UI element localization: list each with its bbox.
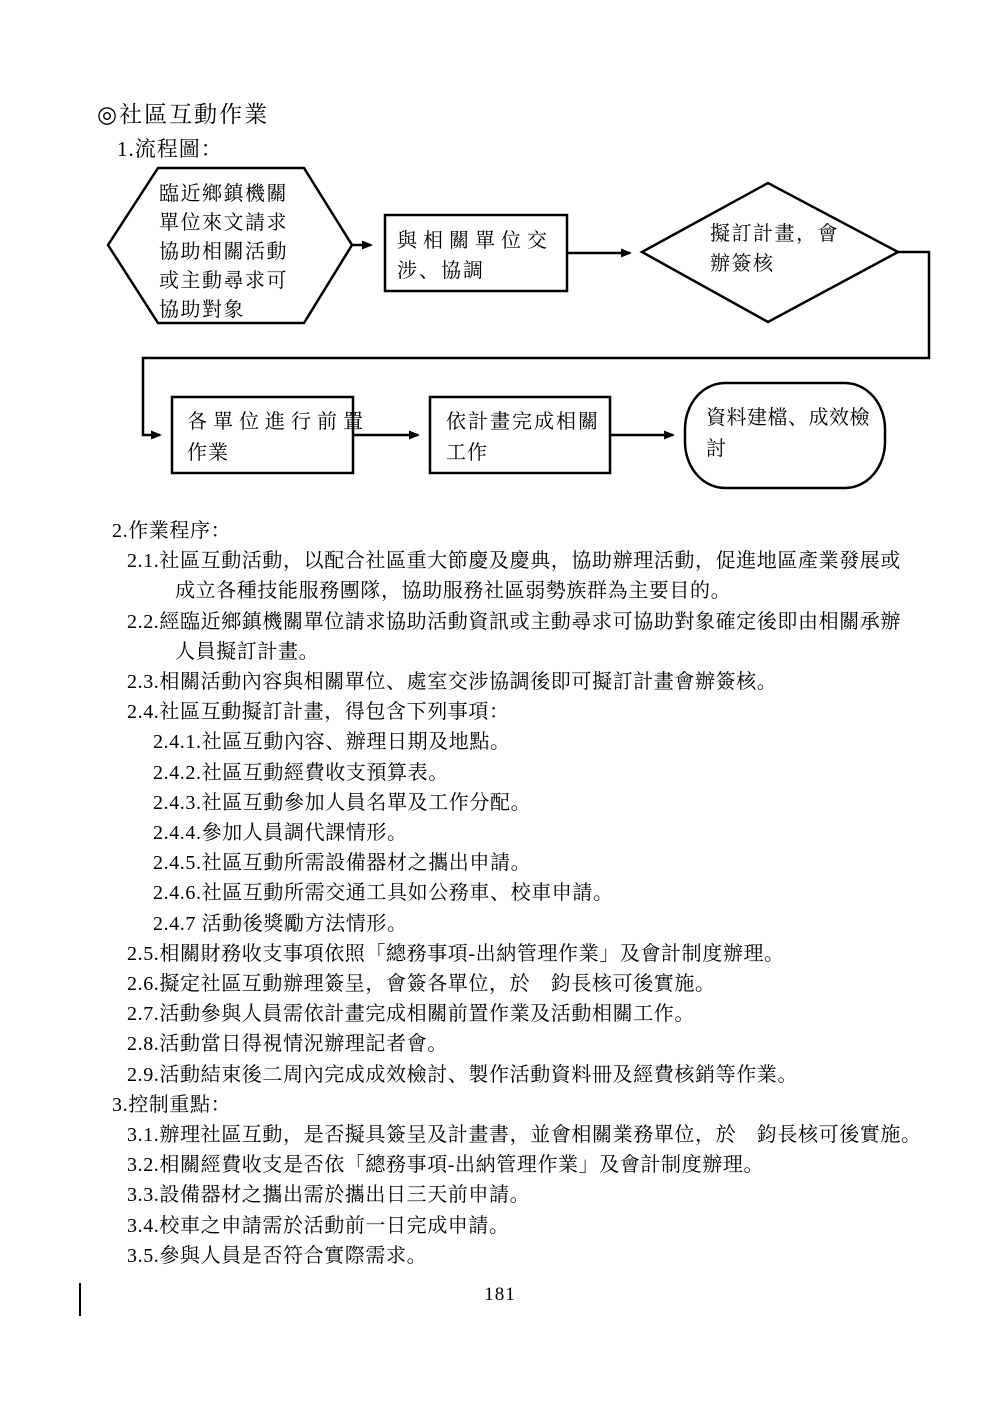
node-label-line: 辦簽核	[710, 253, 775, 275]
node-label-line: 協助對象	[159, 299, 245, 321]
complete-work-node-label	[446, 407, 600, 469]
body-line: 人員擬訂計畫。	[175, 640, 320, 663]
controls-heading: 3.控制重點：	[112, 1093, 232, 1116]
body-line: 2.7.活動參與人員需依計畫完成相關前置作業及活動相關工作。	[127, 1003, 695, 1026]
node-label-line: 協助相關活動	[159, 241, 288, 263]
node-label-line: 單位來文請求	[159, 212, 288, 234]
body-line: 2.4.5.社區互動所需設備器材之攜出申請。	[153, 852, 532, 875]
body-line: 2.2.經臨近鄉鎮機關單位請求協助活動資訊或主動尋求可協助對象確定後即由相關承辦	[127, 610, 901, 633]
body-line: 2.4.1.社區互動內容、辦理日期及地點。	[153, 731, 511, 754]
body-line: 2.4.2.社區互動經費收支預算表。	[153, 761, 449, 784]
body-line: 3.5.參與人員是否符合實際需求。	[127, 1244, 428, 1267]
body-line: 2.9.活動結束後二周內完成成效檢討、製作活動資料冊及經費核銷等作業。	[127, 1063, 798, 1086]
end-node-label	[706, 403, 870, 465]
preparation-node-label	[187, 407, 369, 469]
start-node-label	[159, 180, 288, 325]
body-line: 3.3.設備器材之攜出需於攜出日三天前申請。	[127, 1184, 531, 1207]
node-label-line: 資料建檔、成效檢	[706, 407, 870, 429]
node-label-line: 工作	[446, 442, 488, 464]
body-line: 2.8.活動當日得視情況辦理記者會。	[127, 1033, 448, 1056]
page-title: ◎社區互動作業	[97, 102, 270, 127]
node-label-line: 各單位進行前置	[187, 411, 369, 433]
node-label-line: 討	[706, 438, 727, 460]
body-line: 3.4.校車之申請需於活動前一日完成申請。	[127, 1214, 510, 1237]
flowchart-section-heading: 1.流程圖：	[117, 137, 223, 161]
body-line: 2.4.6.社區互動所需交通工具如公務車、校車申請。	[153, 882, 614, 905]
body-line: 2.4.社區互動擬訂計畫，得包含下列事項：	[127, 701, 510, 724]
page-number: 181	[484, 1284, 516, 1305]
body-line: 2.3.相關活動內容與相關單位、處室交涉協調後即可擬訂計畫會辦簽核。	[127, 671, 778, 694]
body-line: 成立各種技能服務團隊，協助服務社區弱勢族群為主要目的。	[175, 580, 732, 603]
node-label-line: 作業	[187, 442, 229, 464]
negotiate-node-label	[397, 226, 553, 286]
node-label-line: 擬訂計畫，會	[710, 223, 839, 245]
procedures-heading: 2.作業程序：	[112, 520, 232, 542]
flowchart	[0, 0, 1000, 520]
body-line: 2.4.4.參加人員調代課情形。	[153, 822, 408, 845]
body-line: 2.6.擬定社區互動辦理簽呈，會簽各單位，於 鈞長核可後實施。	[127, 973, 716, 996]
body-line: 2.1.社區互動活動，以配合社區重大節慶及慶典，協助辦理活動，促進地區產業發展或	[127, 550, 901, 573]
body-line: 3.2.相關經費收支是否依「總務事項-出納管理作業」及會計制度辦理。	[127, 1154, 765, 1177]
body-line: 2.4.7 活動後獎勵方法情形。	[153, 912, 408, 935]
node-label-line: 依計畫完成相關	[446, 411, 600, 433]
decision-node-label	[710, 219, 839, 279]
node-label-line: 與相關單位交	[397, 230, 553, 252]
node-label-line: 臨近鄉鎮機關	[159, 183, 288, 205]
body-line: 2.5.相關財務收支事項依照「總務事項-出納管理作業」及會計制度辦理。	[127, 942, 785, 965]
procedure-text	[0, 516, 1000, 1271]
node-label-line: 涉、協調	[397, 260, 485, 282]
node-label-line: 或主動尋求可	[159, 270, 288, 292]
body-line: 3.1.辦理社區互動，是否擬具簽呈及計畫書，並會相關業務單位，於 鈞長核可後實施。	[127, 1124, 922, 1147]
body-line: 2.4.3.社區互動參加人員名單及工作分配。	[153, 791, 532, 814]
